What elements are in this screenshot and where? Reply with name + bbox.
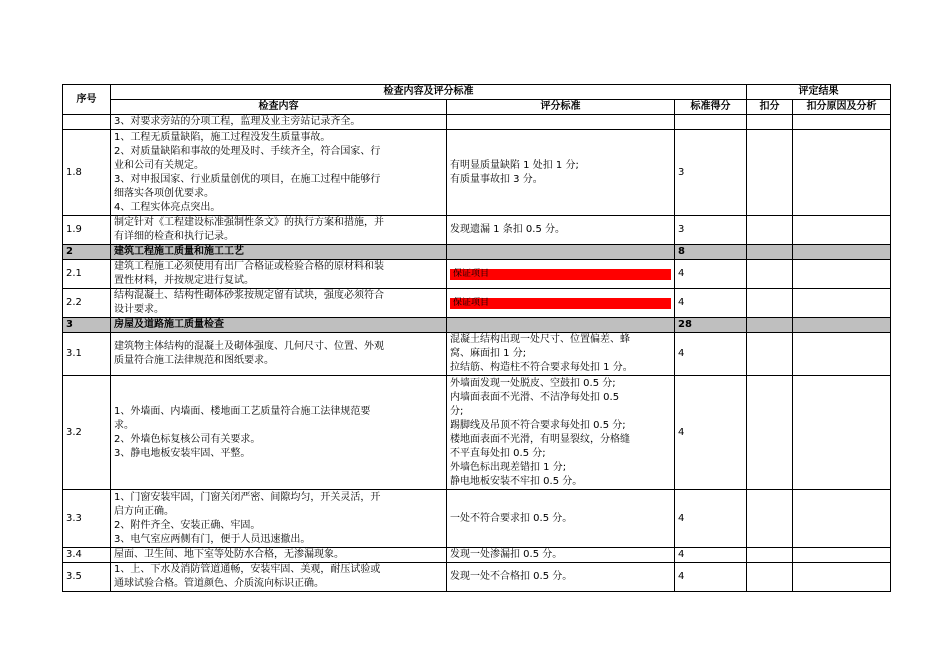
item-number: 2.2 [63,289,111,318]
criteria-line: 拉结筋、构造柱不符合要求每处扣 1 分。 [450,362,633,373]
criteria-header: 评分标准 [447,100,675,115]
criteria-line: 分; [450,405,464,417]
reason-cell [793,548,891,563]
item-content [111,333,447,376]
reason-cell [793,563,891,592]
content-line: 置性材料，并按规定进行复试。 [114,275,254,286]
item-number: 3 [63,318,111,333]
content-line: 求。 [114,419,134,431]
content-line: 通球试验合格。管道颜色、介质流向标识正确。 [114,578,324,589]
standard-score: 3 [675,130,747,216]
content-line: 1、门窗安装牢固，门窗关闭严密、间隙均匀，开关灵活，开 [114,491,381,503]
criteria-line: 有质量事故扣 3 分。 [450,173,543,185]
item-content [111,245,447,260]
reason-cell [793,376,891,490]
reason-header: 扣分原因及分析 [793,100,891,115]
reason-cell [793,260,891,289]
reason-cell [793,115,891,130]
deduct-cell [747,245,793,260]
content-line: 2、对质量缺陷和事故的处理及时、手续齐全，符合国家、行 [114,145,381,157]
scoring-table [62,84,891,592]
item-criteria [447,563,675,592]
deduct-cell [747,115,793,130]
reason-cell [793,289,891,318]
std-score-header: 标准得分 [675,100,747,115]
content-line: 3、对申报国家、行业质量创优的项目，在施工过程中能够行 [114,173,381,185]
standard-score: 8 [675,245,747,260]
content-line: 启方向正确。 [114,505,174,517]
criteria-line: 窝、麻面扣 1 分; [450,348,527,359]
reason-cell [793,216,891,245]
reason-cell [793,318,891,333]
item-criteria [447,318,675,333]
item-criteria [447,376,675,490]
content-line: 建筑物主体结构的混凝土及砌体强度、几何尺寸、位置、外观 [114,341,384,352]
result-header: 评定结果 [747,85,891,100]
criteria-line: 有明显质量缺陷 1 处扣 1 分; [450,159,579,171]
item-number: 3.1 [63,333,111,376]
group-header: 检查内容及评分标准 [111,85,747,100]
item-criteria [447,333,675,376]
criteria-line: 楼地面表面不光滑，有明显裂纹，分格缝 [450,433,630,445]
standard-score: 4 [675,289,747,318]
deduct-cell [747,333,793,376]
content-header: 检查内容 [111,100,447,115]
deduct-cell [747,490,793,548]
deduct-cell [747,563,793,592]
standard-score: 4 [675,260,747,289]
reason-cell [793,130,891,216]
guarantee-badge: 保证项目 [450,269,671,280]
content-line: 3、对要求旁站的分项工程，监理及业主旁站记录齐全。 [114,116,361,127]
item-number: 1.8 [63,130,111,216]
standard-score: 4 [675,376,747,490]
content-line: 建筑工程施工质量和施工工艺 [114,246,244,257]
item-number: 2 [63,245,111,260]
criteria-line: 外墙面发现一处脱皮、空鼓扣 0.5 分; [450,377,616,389]
standard-score [675,115,747,130]
item-criteria [447,115,675,130]
reason-cell [793,245,891,260]
criteria-line: 踢脚线及吊顶不符合要求每处扣 0.5 分; [450,419,626,431]
criteria-line: 发现一处渗漏扣 0.5 分。 [450,549,563,560]
item-criteria [447,289,675,318]
table-row [63,376,891,490]
item-criteria [447,216,675,245]
content-line: 有详细的检查和执行记录。 [114,231,234,242]
table-row [63,260,891,289]
content-line: 3、电气室应两侧有门，便于人员迅速撤出。 [114,533,311,545]
criteria-line: 发现遗漏 1 条扣 0.5 分。 [450,224,565,235]
criteria-line: 混凝土结构出现一处尺寸、位置偏差、蜂 [450,334,630,345]
item-content [111,115,447,130]
criteria-line: 外墙色标出现差错扣 1 分; [450,461,567,473]
item-content [111,289,447,318]
deduct-cell [747,318,793,333]
criteria-line: 静电地板安装不牢扣 0.5 分。 [450,475,583,487]
deduct-cell [747,130,793,216]
deduct-cell [747,289,793,318]
item-criteria [447,130,675,216]
deduct-cell [747,376,793,490]
item-criteria [447,548,675,563]
standard-score: 28 [675,318,747,333]
standard-score: 4 [675,333,747,376]
table-row [63,563,891,592]
table-row [63,289,891,318]
item-content [111,563,447,592]
item-content [111,548,447,563]
item-criteria [447,245,675,260]
table-row [63,130,891,216]
table-row [63,490,891,548]
content-line: 业和公司有关规定。 [114,159,204,171]
item-number: 1.9 [63,216,111,245]
criteria-line: 发现一处不合格扣 0.5 分。 [450,571,573,582]
content-line: 1、上、下水及消防管道通畅，安装牢固、美观，耐压试验或 [114,564,381,575]
standard-score: 4 [675,548,747,563]
item-content [111,130,447,216]
deduct-header: 扣分 [747,100,793,115]
item-content [111,490,447,548]
content-line: 3、静电地板安装牢固、平整。 [114,447,251,459]
table-row [63,548,891,563]
criteria-line: 内墙面表面不光滑、不洁净每处扣 0.5 [450,391,620,403]
standard-score: 4 [675,490,747,548]
item-criteria [447,490,675,548]
table-row [63,216,891,245]
item-number: 3.2 [63,376,111,490]
content-line: 1、工程无质量缺陷，施工过程没发生质量事故。 [114,131,331,143]
table-row [63,115,891,130]
deduct-cell [747,216,793,245]
standard-score: 3 [675,216,747,245]
content-line: 细落实各项创优要求。 [114,187,214,199]
seq-header: 序号 [63,85,111,115]
table-row [63,333,891,376]
guarantee-badge: 保证项目 [450,298,671,309]
reason-cell [793,490,891,548]
content-line: 质量符合施工法律规范和图纸要求。 [114,355,274,366]
content-line: 4、工程实体亮点突出。 [114,201,221,213]
section-row [63,245,891,260]
content-line: 房屋及道路施工质量检查 [114,319,224,330]
content-line: 制定针对《工程建设标准强制性条文》的执行方案和措施，并 [114,217,384,228]
content-line: 屋面、卫生间、地下室等处防水合格，无渗漏现象。 [114,549,344,560]
standard-score: 4 [675,563,747,592]
reason-cell [793,333,891,376]
item-number: 3.5 [63,563,111,592]
criteria-line: 不平直每处扣 0.5 分; [450,447,546,459]
section-row [63,318,891,333]
content-line: 1、外墙面、内墙面、楼地面工艺质量符合施工法律规范要 [114,405,371,417]
item-criteria [447,260,675,289]
deduct-cell [747,260,793,289]
item-content [111,216,447,245]
content-line: 2、附件齐全、安装正确、牢固。 [114,519,261,531]
deduct-cell [747,548,793,563]
item-content [111,260,447,289]
content-line: 设计要求。 [114,304,164,315]
content-line: 结构混凝土、结构性砌体砂浆按规定留有试块，强度必须符合 [114,290,384,301]
item-number: 2.1 [63,260,111,289]
item-content [111,318,447,333]
criteria-line: 一处不符合要求扣 0.5 分。 [450,512,573,524]
content-line: 2、外墙色标复核公司有关要求。 [114,433,261,445]
item-number: 3.3 [63,490,111,548]
item-content [111,376,447,490]
item-number [63,115,111,130]
item-number: 3.4 [63,548,111,563]
content-line: 建筑工程施工必须使用有出厂合格证或检验合格的原材料和装 [114,261,384,272]
